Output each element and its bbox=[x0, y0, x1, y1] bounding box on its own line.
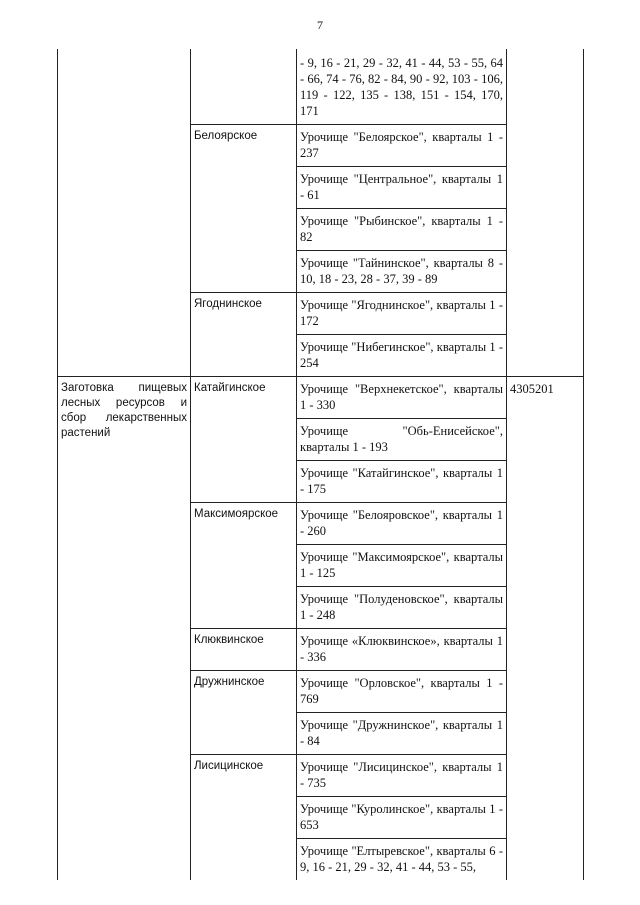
tract-cell: Урочище "Куролинское", кварталы 1 - 653 bbox=[297, 797, 507, 839]
district-cell: Дружнинское bbox=[191, 671, 297, 755]
district-cell: Лисицинское bbox=[191, 755, 297, 881]
forest-use-table bbox=[57, 49, 584, 880]
tract-cell: Урочище "Елтыревское", кварталы 6 - 9, 16 - 21, 29 - 32, 41 - 44, 53 - 55, bbox=[297, 839, 507, 881]
district-cell: Максимоярское bbox=[191, 503, 297, 629]
tract-cell: Урочище "Дружнинское", кварталы 1 - 84 bbox=[297, 713, 507, 755]
tract-cell: Урочище "Обь-Енисейское", кварталы 1 - 193 bbox=[297, 419, 507, 461]
tract-cell: Урочище "Максимоярское", кварталы 1 - 125 bbox=[297, 545, 507, 587]
tract-cell: Урочище "Орловское", кварталы 1 - 769 bbox=[297, 671, 507, 713]
tract-cell: Урочище "Лисицинское", кварталы 1 - 735 bbox=[297, 755, 507, 797]
district-cell: Белоярское bbox=[191, 125, 297, 293]
tract-cell: Урочище "Белояровское", кварталы 1 - 260 bbox=[297, 503, 507, 545]
tract-cell: Урочище "Нибегинское", кварталы 1 - 254 bbox=[297, 335, 507, 377]
page-number: 7 bbox=[317, 18, 323, 32]
tract-cell: Урочище «Клюквинское», кварталы 1 - 336 bbox=[297, 629, 507, 671]
district-cell: Клюквинское bbox=[191, 629, 297, 671]
tract-cell: Урочище "Верхнекетское", кварталы 1 - 330 bbox=[297, 377, 507, 419]
tract-cell: Урочище "Ягоднинское", кварталы 1 - 172 bbox=[297, 293, 507, 335]
tract-cell: Урочище "Белоярское", кварталы 1 - 237 bbox=[297, 125, 507, 167]
table-row bbox=[58, 49, 584, 125]
district-cell: Ягоднинское bbox=[191, 293, 297, 377]
tract-cell: Урочище "Тайнинское", кварталы 8 - 10, 18 - 23, 28 - 37, 39 - 89 bbox=[297, 251, 507, 293]
table-row bbox=[58, 377, 584, 419]
tract-cell: Урочище "Полуденовское", кварталы 1 - 248 bbox=[297, 587, 507, 629]
district-cell bbox=[191, 49, 297, 125]
tract-cell: Урочище "Рыбинское", кварталы 1 - 82 bbox=[297, 209, 507, 251]
district-cell: Катайгинское bbox=[191, 377, 297, 503]
code-cell: 4305201 bbox=[507, 377, 584, 881]
tract-cell: Урочище "Катайгинское", кварталы 1 - 175 bbox=[297, 461, 507, 503]
tract-cell: Урочище "Центральное", кварталы 1 - 61 bbox=[297, 167, 507, 209]
tract-cell: - 9, 16 - 21, 29 - 32, 41 - 44, 53 - 55, 64 - 66, 74 - 76, 82 - 84, 90 - 92, 103 - 106, 119 - 122, 135 - 138, 151 - 154, 170, 171 bbox=[297, 49, 507, 125]
activity-cell bbox=[58, 49, 191, 377]
activity-cell: Заготовка пищевых лесных ресурсов и сбор лекарственных растений bbox=[58, 377, 191, 881]
code-cell bbox=[507, 49, 584, 377]
